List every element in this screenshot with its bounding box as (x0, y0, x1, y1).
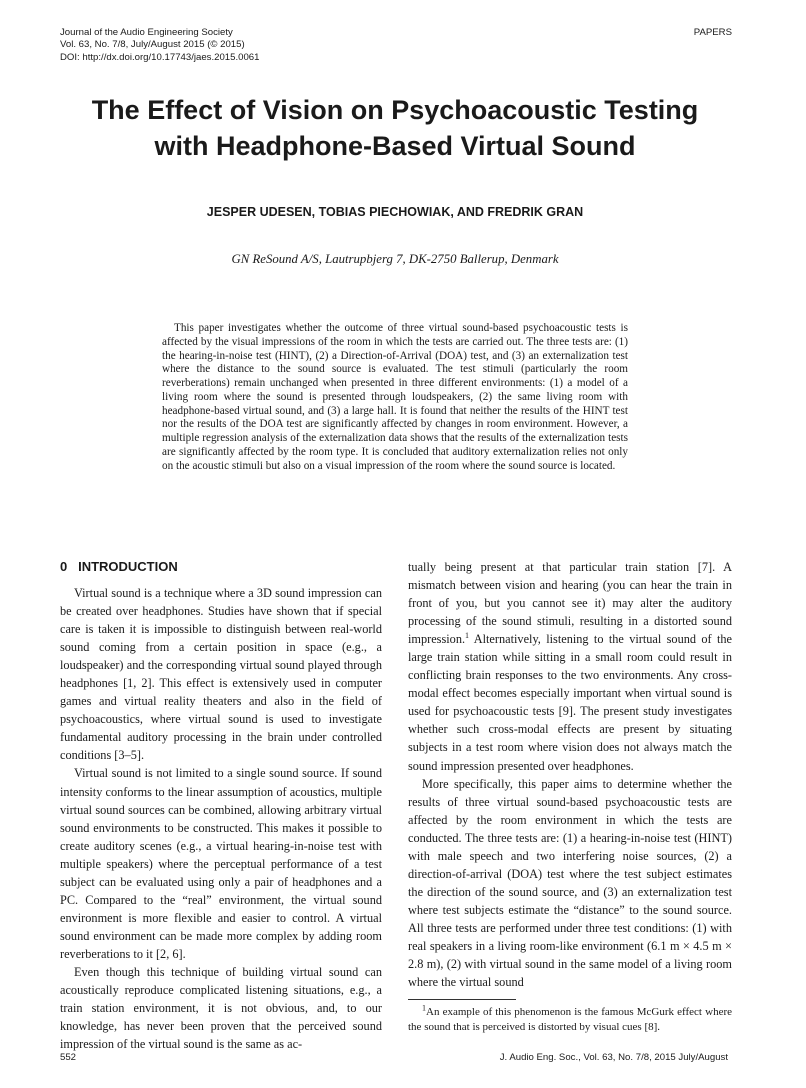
section-number: 0 (60, 559, 68, 574)
section-title: INTRODUCTION (78, 559, 178, 574)
right-column (408, 558, 732, 991)
journal-volume: Vol. 63, No. 7/8, July/August 2015 (© 2015) (60, 39, 245, 51)
body-paragraph (408, 558, 732, 775)
doi-link[interactable]: DOI: http://dx.doi.org/10.17743/jaes.2015.0061 (60, 51, 260, 63)
body-paragraph: Virtual sound is not limited to a single sound source. If sound intensity conforms to the linear assumption of acoustics, multiple virtual sound sources can be combined, allowing arbitrary virtual sound environments to be constructed. This makes it possible to create auditory scenes (e.g., a virtual hearing-in-noise test with multiple speakers) where the perceptual performance of a test subject can be evaluated using only a pair of headphones and a PC. Compared to the “real” environment, the virtual sound environment is more flexible and easier to control. A virtual sound environment can be made more complex by adding room reverberations to it [2, 6]. (60, 766, 382, 961)
paper-title (40, 92, 750, 164)
footnote-marker[interactable]: 1 (465, 631, 470, 641)
author-list: JESPER UDESEN, TOBIAS PIECHOWIAK, AND FREDRIK GRAN (206, 205, 584, 219)
footnote-number: 1 (422, 1003, 426, 1013)
footer-citation: J. Audio Eng. Soc., Vol. 63, No. 7/8, 2015 July/August (499, 1052, 728, 1063)
journal-name: Journal of the Audio Engineering Society (60, 27, 233, 38)
page-number: 552 (60, 1052, 77, 1063)
section-label: PAPERS (693, 27, 732, 38)
affiliation: GN ReSound A/S, Lautrupbjerg 7, DK-2750 Ballerup, Denmark (231, 252, 559, 266)
section-heading (60, 558, 382, 576)
body-paragraph: Even though this technique of building virtual sound can acoustically reproduce complicated listening situations, e.g., a train station environment, it is not obvious, and, to our knowledge, has never been proven that the perceived sound impression of the virtual sound is the same as ac- (60, 964, 382, 1052)
text-run: Alternatively, listening to the virtual sound of the large train station while sitting in a small room could result in conflicting brain responses to the two environments. Any cross-modal effect becomes especially important when virtual sound is used for psychoacoustic tests [9]. The present study investigates whether such cross-modal effects are present by situating subjects in a test room where vision does not always match the sound impression presented over headphones. (408, 632, 732, 773)
footnote-text: An example of this phenomenon is the famous McGurk effect where the sound that is perceived is distorted by visual cues [8]. (408, 1006, 732, 1033)
abstract: This paper investigates whether the outcome of three virtual sound-based psychoacoustic tests is affected by the visual impressions of the room in which the tests are carried out. The three tests are: (1) the hearing-in-noise test (HINT), (2) a Direction-of-Arrival (DOA) test, and (3) an externalization test where the distance to the sound source is evaluated. The test stimuli (particularly the room reverberations) remain unchanged when presented in three different environments: (1) a model of a living room where the sound is presented through loudspeakers, (2) the same living room with headphone-based virtual sound, and (3) a large hall. It is found that neither the results of the HINT test nor the results of the DOA test are significantly affected by changes in room environment. However, a multiple regression analysis of the externalization data shows that the results of the externalization tests are significantly affected by the room type. It is concluded that auditory externalization relies not only on the acoustic stimuli but also on a visual impression of the room where the sound source is located. (162, 322, 628, 472)
left-column (60, 558, 382, 1053)
footnote-divider (408, 999, 516, 1000)
footnote (408, 1005, 732, 1035)
body-paragraph: More specifically, this paper aims to determine whether the results of three virtual sound-based psychoacoustic tests are affected by the room environment in which the tests are conducted. The three tests are: (1) a hearing-in-noise test (HINT) with male speech and two interfering noise sources, (2) a direction-of-arrival (DOA) test where the test subject estimates the direction of the sound source, and (3) an externalization test where test subjects estimate the “distance” to the sound source. All three tests are performed under three test conditions: (1) with real speakers in a living room-like environment (6.1 m × 4.5 m × 2.8 m), (2) with virtual sound in the same model of a living room where the virtual sound (408, 776, 732, 990)
body-paragraph: Virtual sound is a technique where a 3D sound impression can be created over headphones. Studies have shown that if special care is taken it is impossible to distinguish between real-world sound coming from a certain position in space (e.g., a loudspeaker) and the corresponding virtual sound played through headphones [1, 2]. This effect is extensively used in computer games and virtual reality theaters and also in the field of psychoacoustics, where virtual sound is used to investigate fundamental auditory processing in the brain under controlled conditions [3–5]. (60, 586, 382, 763)
journal-header (60, 27, 259, 64)
title-line-2: with Headphone-Based Virtual Sound (154, 131, 636, 161)
title-line-1: The Effect of Vision on Psychoacoustic Testing (91, 95, 699, 125)
text-run: tually being present at that particular train station [7]. A mismatch between vision and hearing (you can hear the train in front of you, but you cannot see it) may alter the auditory processing of the sound stimuli, resulting in a distorted sound impression. (408, 560, 732, 647)
